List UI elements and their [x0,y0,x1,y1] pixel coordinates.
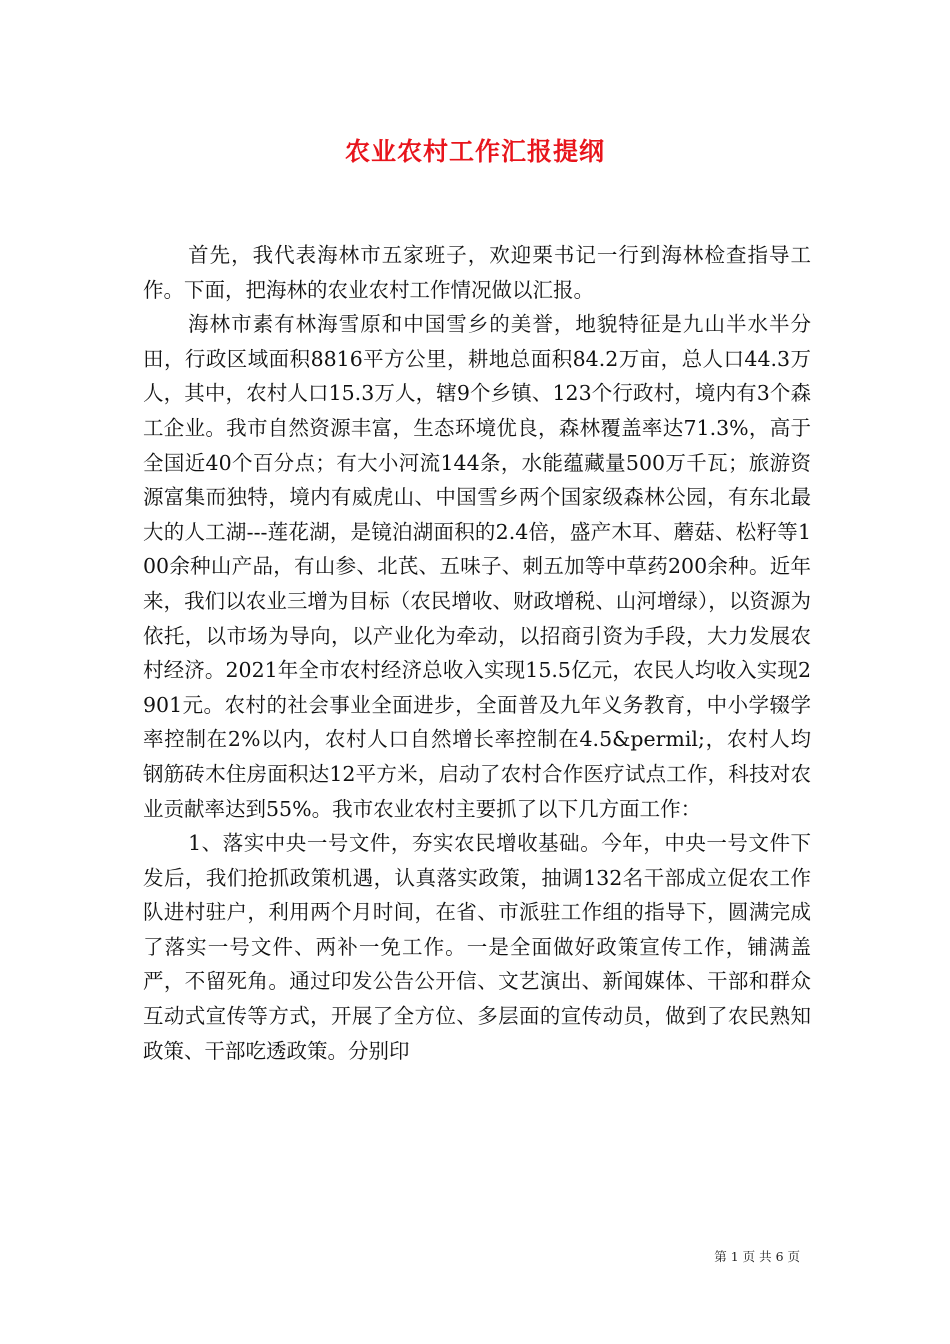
document-title: 农业农村工作汇报提纲 [344,137,605,166]
document-body [143,238,811,1068]
paragraph-section-1: 1、落实中央一号文件，夯实农民增收基础。今年，中央一号文件下发后，我们抢抓政策机遇，认真落实政策，抽调132名干部成立促农工作队进村驻户，利用两个月时间，在省、市派驻工作组的指导下，圆满完成了落实一号文件、两补一免工作。一是全面做好政策宣传工作，铺满盖严，不留死角。通过印发公告公开信、文艺演出、新闻媒体、干部和群众互动式宣传等方式，开展了全方位、多层面的宣传动员，做到了农民熟知政策、干部吃透政策。分别印 [143,831,811,1063]
paragraph-intro: 首先，我代表海林市五家班子，欢迎栗书记一行到海林检查指导工作。下面，把海林的农业农村工作情况做以汇报。 [143,243,811,302]
paragraph-overview: 海林市素有林海雪原和中国雪乡的美誉，地貌特征是九山半水半分田，行政区域面积8816平方公里，耕地总面积84.2万亩，总人口44.3万人，其中，农村人口15.3万人，辖9个乡镇、123个行政村，境内有3个森工企业。我市自然资源丰富，生态环境优良，森林覆盖率达71.3%，高于全国近40个百分点；有大小河流144条，水能蕴藏量500万千瓦；旅游资源富集而独特，境内有威虎山、中国雪乡两个国家级森林公园，有东北最大的人工湖---莲花湖，是镜泊湖面积的2.4倍，盛产木耳、蘑菇、松籽等100余种山产品，有山参、北芪、五味子、刺五加等中草药200余种。近年来，我们以农业三增为目标（农民增收、财政增税、山河增绿），以资源为依托，以市场为导向，以产业化为牵动，以招商引资为手段，大力发展农村经济。2021年全市农村经济总收入实现15.5亿元，农民人均收入实现2901元。农村的社会事业全面进步，全面普及九年义务教育，中小学辍学率控制在2%以内，农村人口自然增长率控制在4.5&permil;，农村人均钢筋砖木住房面积达12平方米，启动了农村合作医疗试点工作，科技对农业贡献率达到55%。我市农业农村主要抓了以下几方面工作： [143,312,811,821]
page-number: 第 1 页 共 6 页 [714,1249,800,1264]
